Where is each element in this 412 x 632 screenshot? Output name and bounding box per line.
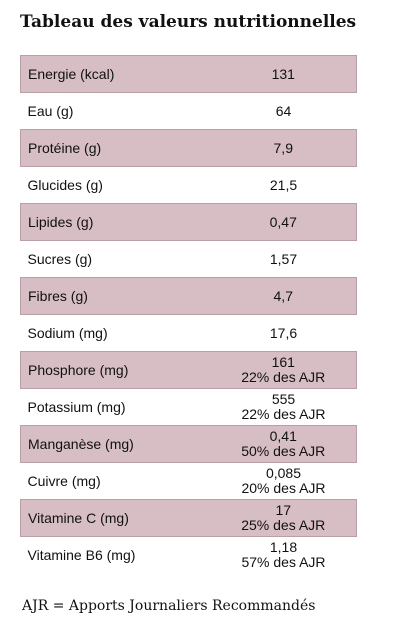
nutrient-label: Vitamine B6 (mg) bbox=[27, 546, 136, 563]
nutrient-amount: 161 bbox=[271, 354, 295, 370]
nutrient-amount: 4,7 bbox=[273, 287, 293, 304]
nutrient-value bbox=[211, 204, 357, 241]
nutrient-label: Sucres (g) bbox=[27, 250, 93, 267]
table-row bbox=[21, 537, 357, 574]
nutrient-value bbox=[211, 463, 357, 500]
table-row bbox=[21, 463, 357, 500]
footnote: AJR = Apports Journaliers Recommandés bbox=[22, 598, 316, 614]
nutrient-value bbox=[211, 389, 357, 426]
nutrient-amount: 0,47 bbox=[269, 213, 297, 230]
table-row bbox=[21, 315, 357, 352]
nutrient-value bbox=[211, 167, 357, 204]
nutrient-value bbox=[211, 426, 357, 463]
nutrient-label: Sodium (mg) bbox=[27, 324, 108, 341]
nutrient-amount: 555 bbox=[271, 391, 296, 407]
table-row bbox=[21, 204, 357, 241]
ajr-percent: 22% des AJR bbox=[241, 406, 326, 422]
nutrient-value bbox=[211, 500, 357, 537]
nutrient-amount: 0,085 bbox=[265, 465, 302, 481]
nutrient-label: Glucides (g) bbox=[27, 176, 103, 193]
table-row bbox=[21, 278, 357, 315]
nutrient-label: Cuivre (mg) bbox=[27, 472, 101, 489]
ajr-percent: 50% des AJR bbox=[241, 443, 326, 459]
nutrient-value bbox=[211, 315, 357, 352]
nutrition-table bbox=[20, 55, 357, 573]
table-row bbox=[21, 241, 357, 278]
table-row bbox=[21, 56, 357, 93]
nutrient-amount: 64 bbox=[275, 102, 292, 119]
nutrient-label: Vitamine C (mg) bbox=[21, 500, 211, 537]
nutrient-value bbox=[211, 352, 357, 389]
nutrient-amount: 17 bbox=[275, 502, 292, 518]
ajr-percent: 22% des AJR bbox=[241, 369, 326, 385]
table-row bbox=[21, 389, 357, 426]
nutrient-value bbox=[211, 537, 357, 574]
ajr-percent: 20% des AJR bbox=[241, 480, 326, 496]
nutrient-value bbox=[211, 278, 357, 315]
nutrient-amount: 17,6 bbox=[269, 324, 298, 341]
ajr-percent: 25% des AJR bbox=[241, 517, 326, 533]
nutrient-label: Manganèse (mg) bbox=[21, 426, 211, 463]
nutrient-amount: 0,41 bbox=[269, 428, 297, 444]
nutrient-label: Eau (g) bbox=[27, 102, 74, 119]
nutrient-value bbox=[211, 56, 357, 93]
nutrient-label: Energie (kcal) bbox=[21, 56, 211, 93]
nutrient-value bbox=[211, 130, 357, 167]
nutrient-label: Protéine (g) bbox=[21, 130, 211, 167]
ajr-percent: 57% des AJR bbox=[241, 554, 326, 570]
nutrient-amount: 21,5 bbox=[269, 176, 298, 193]
table-row bbox=[21, 93, 357, 130]
nutrient-amount: 7,9 bbox=[273, 139, 293, 156]
nutrient-value bbox=[211, 241, 357, 278]
page-title: Tableau des valeurs nutritionnelles bbox=[20, 12, 357, 32]
table-row bbox=[21, 167, 357, 204]
table-row bbox=[21, 426, 357, 463]
nutrient-label: Potassium (mg) bbox=[27, 398, 126, 415]
nutrient-amount: 1,18 bbox=[269, 539, 298, 555]
nutrient-amount: 1,57 bbox=[269, 250, 298, 267]
table-row bbox=[21, 500, 357, 537]
table-row bbox=[21, 130, 357, 167]
nutrient-label: Fibres (g) bbox=[21, 278, 211, 315]
nutrient-label: Lipides (g) bbox=[21, 204, 211, 241]
nutrient-label: Phosphore (mg) bbox=[21, 352, 211, 389]
nutrient-value bbox=[211, 93, 357, 130]
table-row bbox=[21, 352, 357, 389]
nutrient-amount: 131 bbox=[271, 65, 295, 82]
